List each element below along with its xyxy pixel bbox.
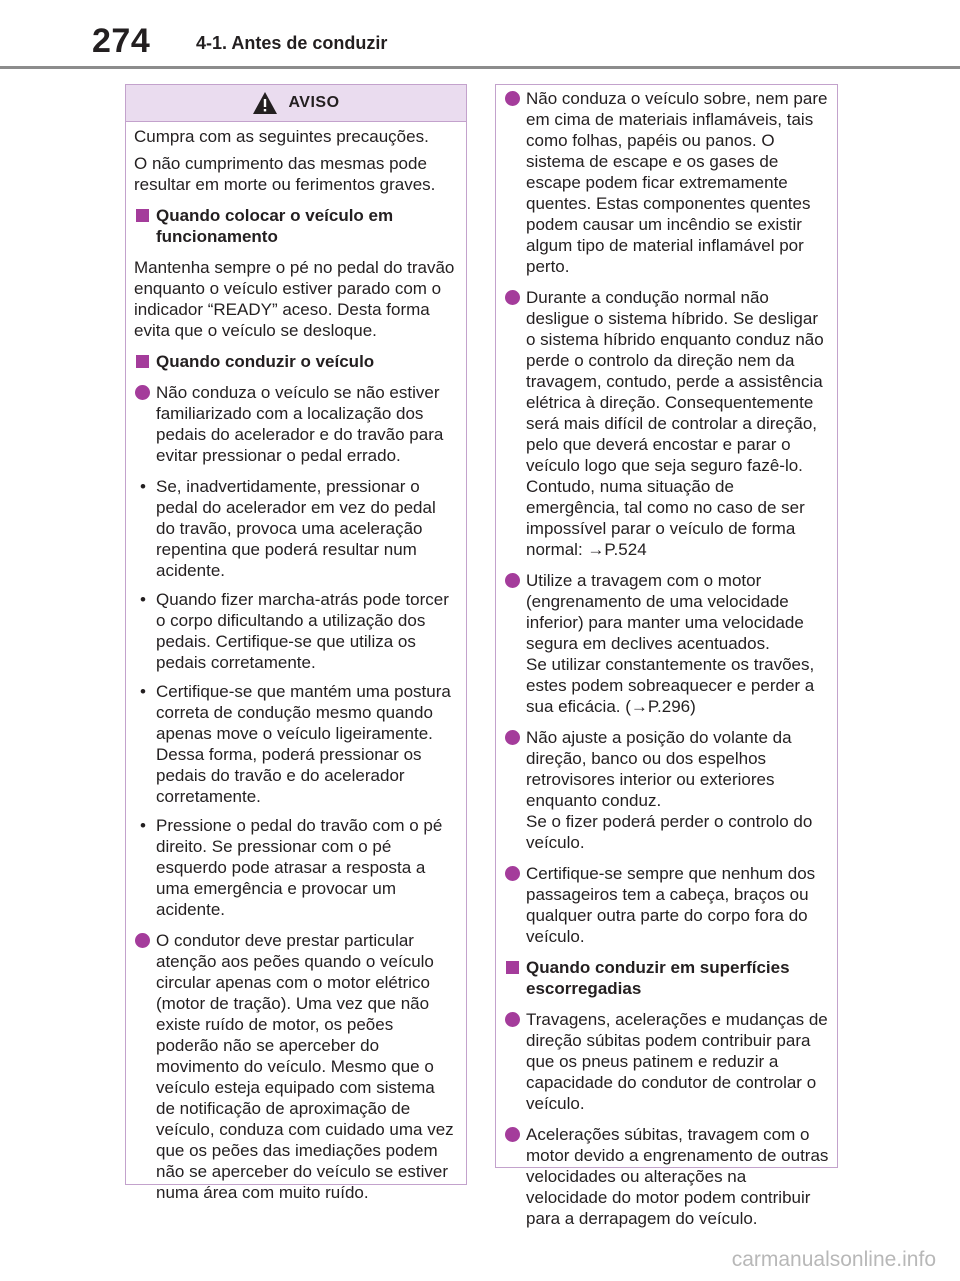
circle-bullet-icon xyxy=(505,91,520,106)
square-bullet-icon xyxy=(136,355,149,368)
subheading: Quando conduzir em superfícies escorregadias xyxy=(504,957,829,999)
circle-bullet-icon xyxy=(505,866,520,881)
section-title: 4-1. Antes de conduzir xyxy=(196,33,388,53)
warning-content-left xyxy=(126,122,466,1203)
list-item: Não conduza o veículo se não estiver familiarizado com a localização dos pedais do acelerador e do travão para evitar pressionar o pedal errado. xyxy=(134,382,458,466)
subheading: Quando conduzir o veículo xyxy=(134,351,458,372)
warning-header xyxy=(126,85,466,122)
list-item: Não conduza o veículo sobre, nem pare em cima de materiais inflamáveis, tais como folhas, papéis ou panos. O sistema de escape e os gases de escape podem ficar extremamente quentes. Estas componentes quentes podem causar um incêndio se existir algum tipo de material inflamável por perto. xyxy=(504,88,829,277)
watermark: carmanualsonline.info xyxy=(731,1248,936,1271)
list-item: Travagens, acelerações e mudanças de direção súbitas podem contribuir para que os pneus patinem e reduzir a capacidade do condutor de controlar o veículo. xyxy=(504,1009,829,1114)
dash-item: • Se, inadvertidamente, pressionar o pedal do acelerador em vez do pedal do travão, provoca uma aceleração repentina que poderá resultar num acidente. xyxy=(140,477,436,580)
dash-item: • Pressione o pedal do travão com o pé direito. Se pressionar com o pé esquerdo pode atrasar a resposta a uma emergência e provocar um acidente. xyxy=(140,816,443,919)
subheading: Quando colocar o veículo em funcionamento xyxy=(134,205,458,247)
warning-triangle-icon xyxy=(252,91,278,115)
list-item: Durante a condução normal não desligue o sistema híbrido. Se desligar o sistema híbrido enquanto conduz não perde o controlo da direção nem da travagem, contudo, perde a assistência elétrica à direção. Consequentemente será mais difícil de controlar a direção, pelo que deverá encostar e parar o veículo logo que seja seguro fazê-lo. Contudo, numa situação de emergência, tal como no caso de ser impossível parar o veículo de forma normal: →P.524 xyxy=(504,287,829,560)
dash-item: • Certifique-se que mantém uma postura correta de condução mesmo quando apenas move o veículo ligeiramente. Dessa forma, poderá pressionar os pedais do travão e do acelerador corretamente. xyxy=(140,682,451,806)
list-item: Certifique-se sempre que nenhum dos passageiros tem a cabeça, braços ou qualquer outra parte do corpo fora do veículo. xyxy=(504,863,829,947)
list-item: O condutor deve prestar particular atenção aos peões quando o veículo circular apenas com o motor elétrico (motor de tração). Uma vez que não existe ruído de motor, os peões poderão não se aperceber do movimento do veículo. Mesmo que o veículo esteja equipado com sistema de notificação de aproximação de veículo, conduza com cuidado uma vez que os peões das imediações podem não se aperceber do veículo se estiver numa área com muito ruído. xyxy=(134,930,458,1203)
warning-box-right xyxy=(495,84,838,1228)
square-bullet-icon xyxy=(136,209,149,222)
circle-bullet-icon xyxy=(505,1012,520,1027)
dash-item: • Quando fizer marcha-atrás pode torcer o corpo dificultando a utilização dos pedais. Certifique-se que utiliza os pedais corretamente. xyxy=(140,590,449,672)
paragraph: Mantenha sempre o pé no pedal do travão enquanto o veículo estiver parado com o indicador “READY” aceso. Desta forma evita que o veículo se desloque. xyxy=(134,258,455,340)
page-number: 274 xyxy=(92,22,151,60)
header-divider xyxy=(0,66,960,69)
circle-bullet-icon xyxy=(505,573,520,588)
circle-bullet-icon xyxy=(135,385,150,400)
circle-bullet-icon xyxy=(135,933,150,948)
circle-bullet-icon xyxy=(505,290,520,305)
intro-text: Cumpra com as seguintes precauções. xyxy=(134,127,429,146)
list-item: Acelerações súbitas, travagem com o motor devido a engrenamento de outras velocidades ou alterações na velocidade do motor podem contribuir para a derrapagem do veículo. xyxy=(504,1124,829,1229)
circle-bullet-icon xyxy=(505,730,520,745)
square-bullet-icon xyxy=(506,961,519,974)
list-item: Não ajuste a posição do volante da direção, banco ou dos espelhos retrovisores interior ou exteriores enquanto conduz. Se o fizer poderá perder o controlo do veículo. xyxy=(504,727,829,853)
warning-content-right xyxy=(496,85,837,1229)
warning-box-left xyxy=(125,84,467,1202)
page-header xyxy=(0,0,960,72)
circle-bullet-icon xyxy=(505,1127,520,1142)
intro-text: O não cumprimento das mesmas pode resultar em morte ou ferimentos graves. xyxy=(134,154,436,194)
warning-label: AVISO xyxy=(288,94,340,111)
list-item: Utilize a travagem com o motor (engrenamento de uma velocidade inferior) para manter uma velocidade segura em declives acentuados. Se utilizar constantemente os travões, estes podem sobreaquecer e perder a sua eficácia. (→P.296) xyxy=(504,570,829,717)
